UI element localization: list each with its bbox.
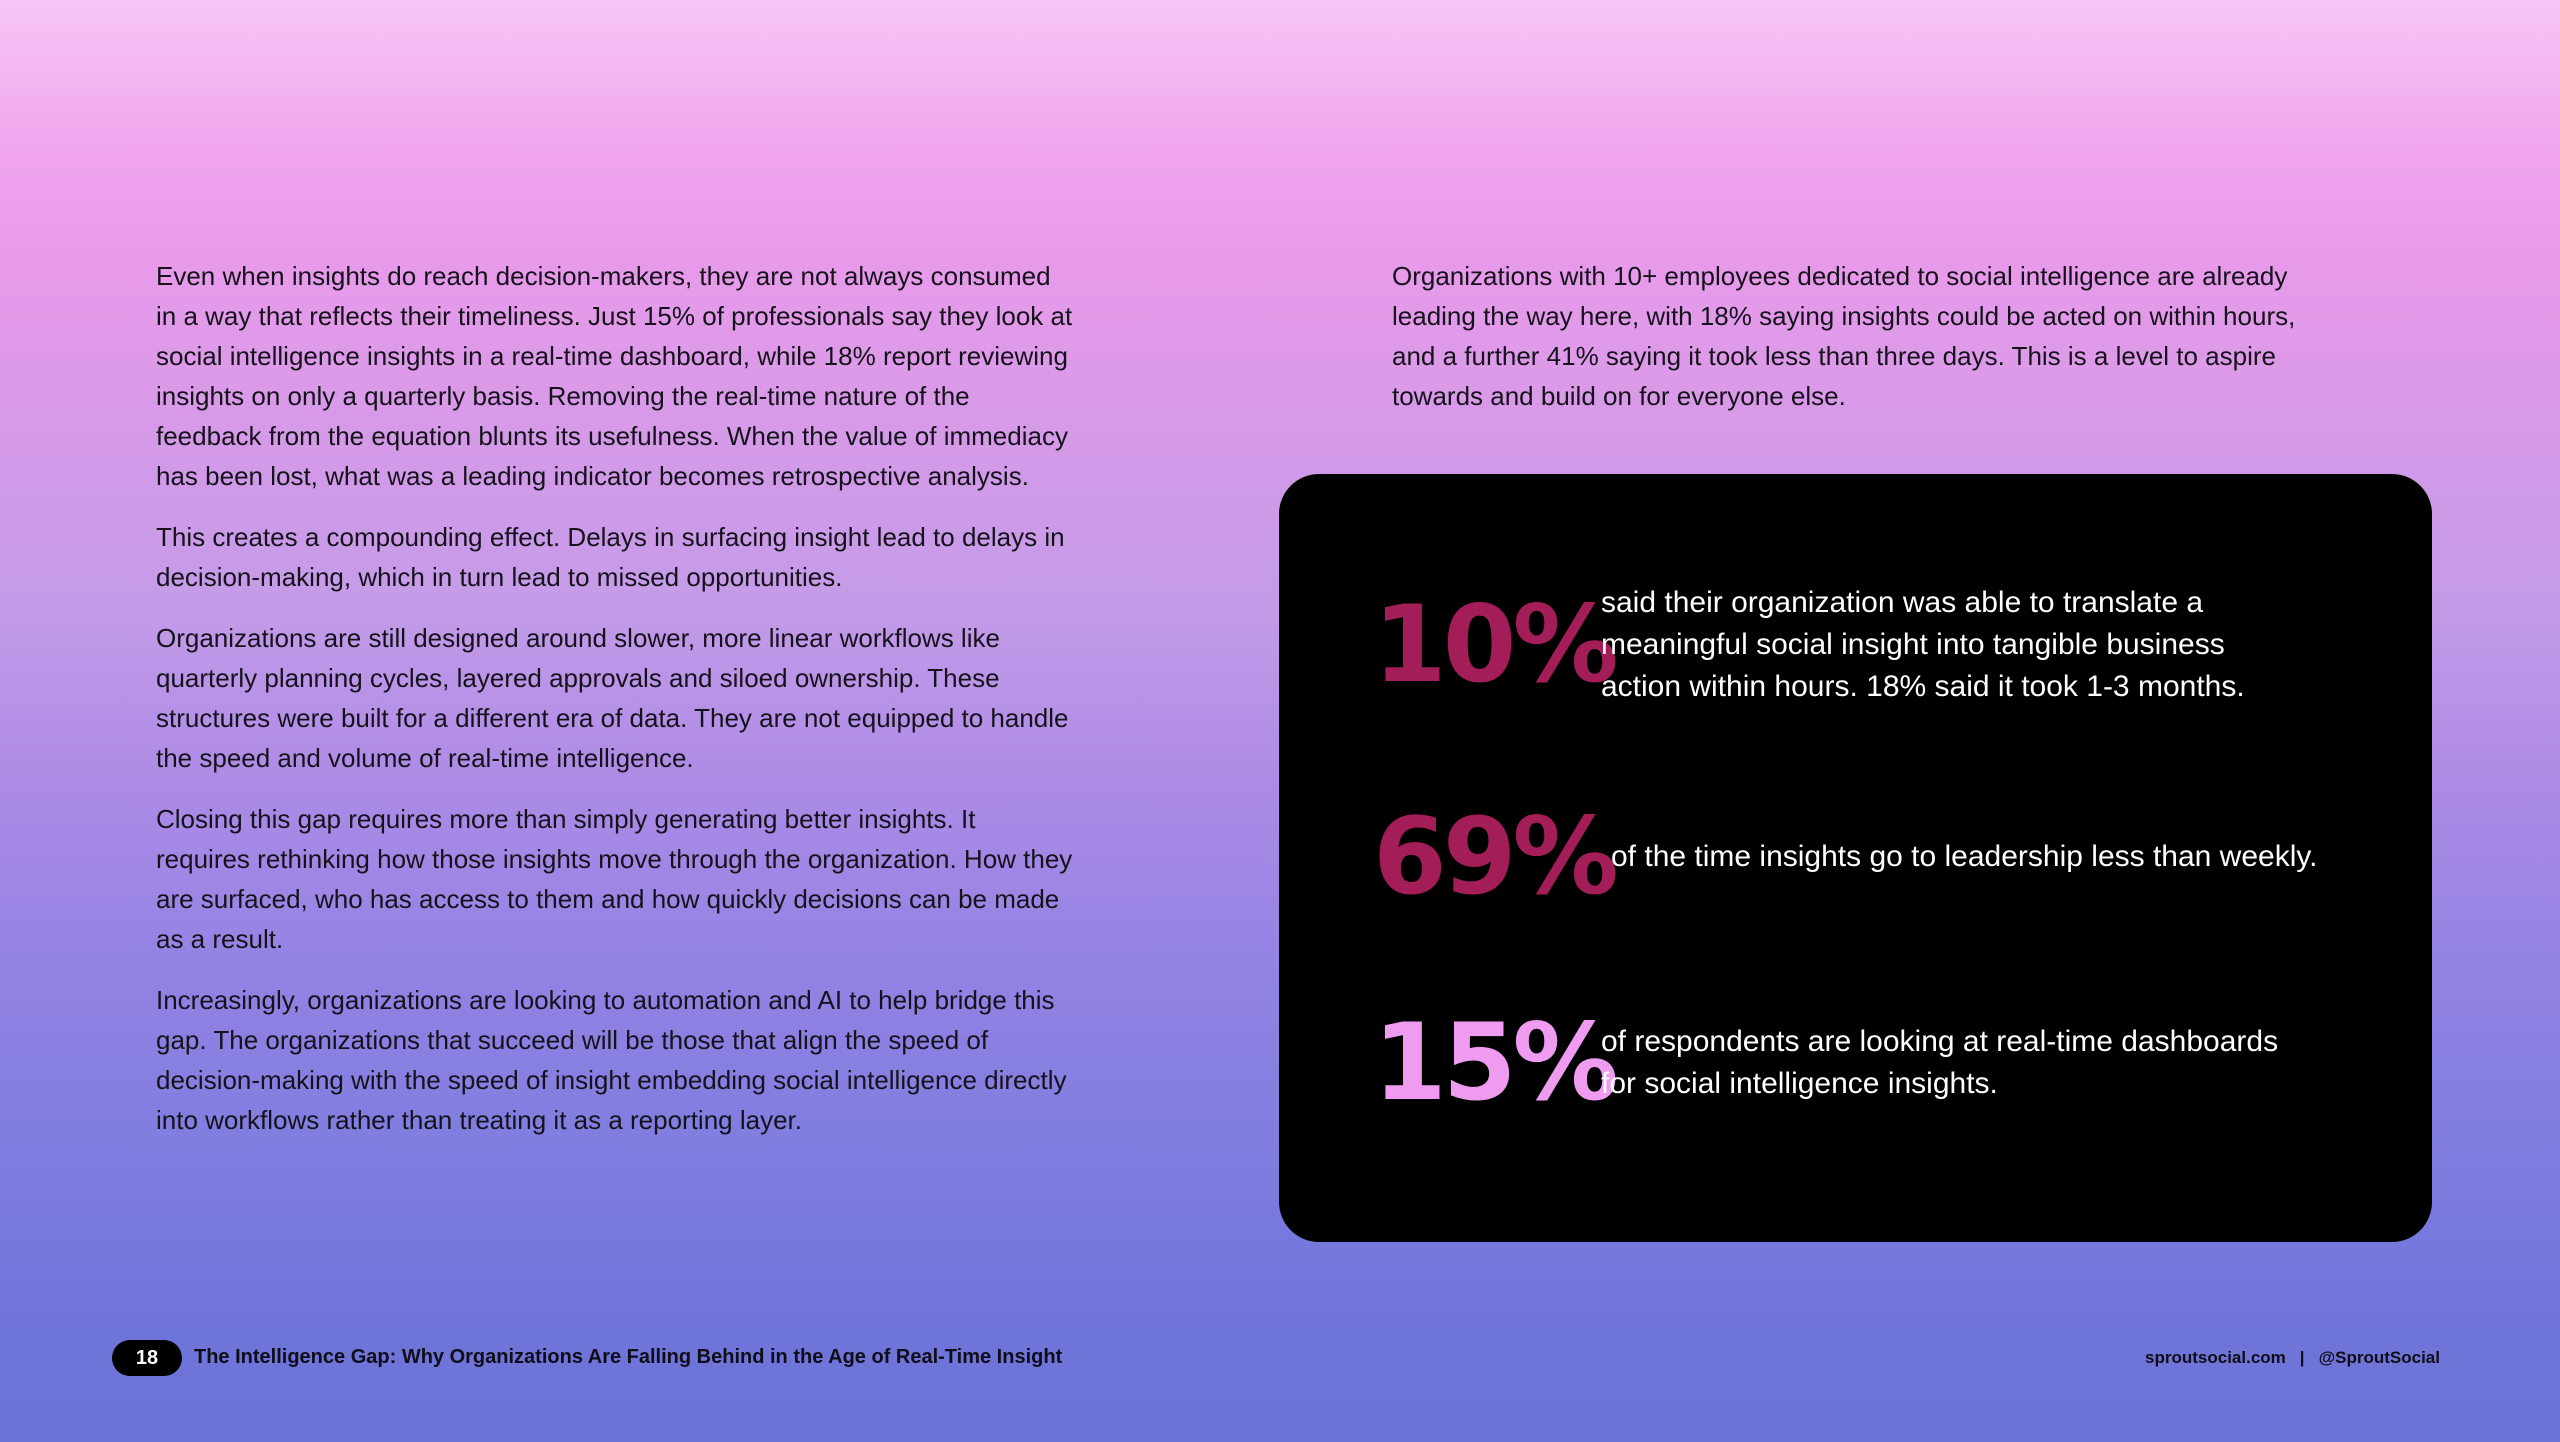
stat-row xyxy=(1279,582,2432,708)
percent-sign: % xyxy=(1512,795,1615,918)
website-link[interactable]: sproutsocial.com xyxy=(2145,1348,2286,1367)
stat-description: of respondents are looking at real-time dashboards for social intelligence insights. xyxy=(1601,1025,2279,1100)
social-handle-link[interactable]: @SproutSocial xyxy=(2318,1348,2440,1367)
percent-sign: % xyxy=(1512,1001,1615,1124)
body-paragraph: Closing this gap requires more than simply generating better insights. It requires rethinking how those insights move through the organization. How they are surfaced, who has access to them and how quickly decisions can be made as a result. xyxy=(156,804,1073,954)
body-paragraph: Organizations with 10+ employees dedicated to social intelligence are already leading the way here, with 18% saying insights could be acted on within hours, and a further 41% saying it took less than three days. This is a level to aspire towards and build on for everyone else. xyxy=(1392,261,2296,411)
body-paragraph: This creates a compounding effect. Delays in surfacing insight lead to delays in decision-making, which in turn lead to missed opportunities. xyxy=(156,522,1065,592)
body-paragraph: Increasingly, organizations are looking to automation and AI to help bridge this gap. The organizations that succeed will be those that align the speed of decision-making with the speed of insight embedding social intelligence directly into workflows rather than treating it as a reporting layer. xyxy=(156,985,1067,1135)
stat-row xyxy=(1279,1001,2432,1124)
stat-number xyxy=(1373,583,1615,706)
right-text-column xyxy=(1392,256,2312,437)
body-paragraph: Even when insights do reach decision-makers, they are not always consumed in a way that reflects their timeliness. Just 15% of professionals say they look at social intelligence insights in a real-time dashboard, while 18% report reviewing insights on only a quarterly basis. Removing the real-time nature of the feedback from the equation blunts its usefulness. When the value of immediacy has been lost, what was a leading indicator becomes retrospective analysis. xyxy=(156,261,1073,491)
left-text-column xyxy=(156,256,1076,1161)
stat-row xyxy=(1279,795,2432,918)
stats-card xyxy=(1279,474,2432,1242)
stat-number xyxy=(1373,795,1615,918)
footer-links xyxy=(2145,1348,2440,1368)
stat-description: of the time insights go to leadership less than weekly. xyxy=(1611,840,2318,873)
page-footer xyxy=(112,1340,2560,1376)
stat-number-value: 15 xyxy=(1373,1001,1513,1124)
stat-number-value: 10 xyxy=(1373,583,1513,706)
footer-separator: | xyxy=(2299,1348,2305,1367)
percent-sign: % xyxy=(1512,583,1615,706)
stat-number-value: 69 xyxy=(1373,795,1513,918)
body-paragraph: Organizations are still designed around slower, more linear workflows like quarterly planning cycles, layered approvals and siloed ownership. These structures were built for a different era of data. They are not equipped to handle the speed and volume of real-time intelligence. xyxy=(156,623,1069,773)
page-number-badge: 18 xyxy=(112,1340,182,1376)
stat-description: said their organization was able to translate a meaningful social insight into tangible business action within hours. 18% said it took 1-3 months. xyxy=(1601,586,2245,703)
footer-report-title: The Intelligence Gap: Why Organizations Are Falling Behind in the Age of Real-Time Insight xyxy=(194,1346,1063,1368)
stat-number xyxy=(1373,1001,1615,1124)
